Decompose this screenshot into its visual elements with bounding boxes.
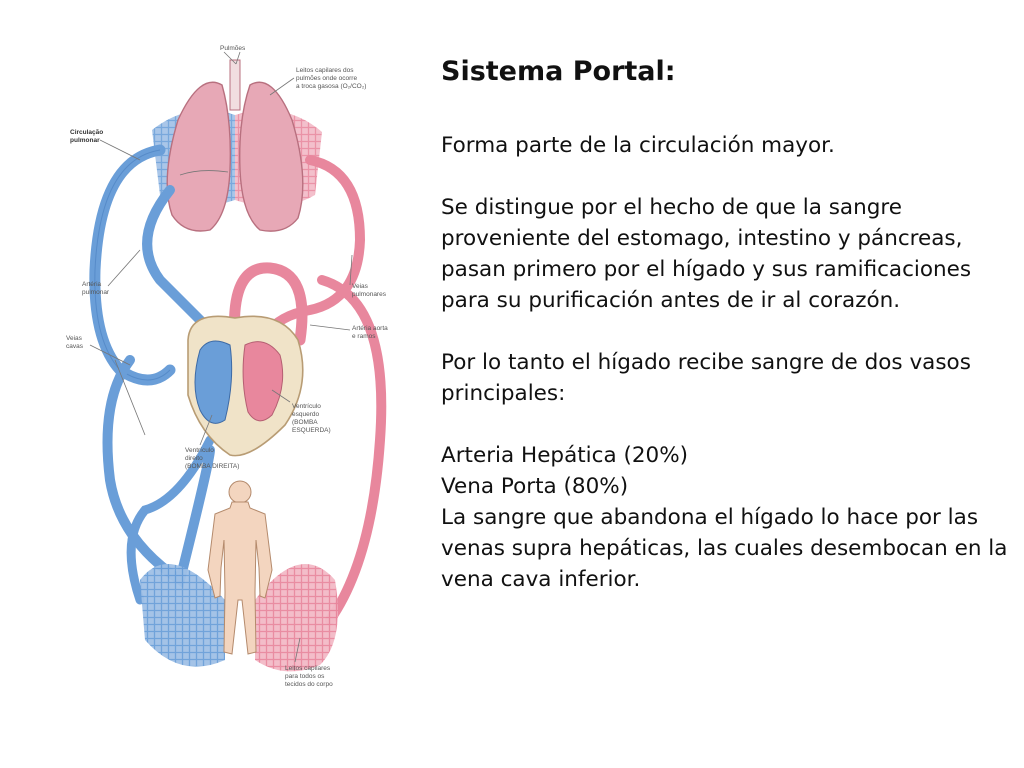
- label-pulmones: Pulmões: [220, 45, 246, 52]
- spacer: [441, 409, 1011, 440]
- label-ventriculo-esquerdo: Ventrículo esquerdo (BOMBA ESQUERDA): [292, 403, 331, 434]
- left-lung: [167, 82, 230, 231]
- intro-paragraph: Forma parte de la circulación mayor.: [441, 133, 835, 158]
- text-panel: [441, 52, 1011, 595]
- right-lung: [240, 82, 303, 231]
- circulation-diagram: [60, 40, 410, 710]
- liver-supply-paragraph: Por lo tanto el hígado recibe sangre de dos vasos principales:: [441, 350, 971, 406]
- label-arteria-aorta: Artéria aorta e ramos: [352, 325, 388, 340]
- label-capilares-pulmones: Leitos capilares dos pulmões onde ocorre a troca gasosa (O₂/CO₂): [296, 67, 367, 90]
- label-arteria-pulmonar: Artéria pulmonar: [82, 281, 110, 296]
- spacer: [441, 161, 1011, 192]
- label-ventriculo-direito: Ventrículo direito (BOMBA DIREITA): [185, 447, 240, 470]
- heart: [188, 316, 303, 455]
- slide-title: Sistema Portal:: [441, 56, 676, 87]
- outflow-paragraph: La sangre que abandona el hígado lo hace por las venas supra hepáticas, las cuales desembocan en la vena cava inferior.: [441, 505, 1008, 592]
- spacer: [441, 316, 1011, 347]
- portal-vein-line: Vena Porta (80%): [441, 474, 629, 499]
- label-circulacao-pulmonar: Circulação pulmonar: [70, 129, 104, 144]
- hepatic-artery-line: Arteria Hepática (20%): [441, 443, 689, 468]
- label-veias-cavas: Veias cavas: [66, 335, 83, 350]
- right-ventricle: [195, 341, 232, 423]
- circulation-diagram-svg: [60, 40, 410, 710]
- label-capilares-corpo: Leitos capilares para todos os tecidos do corpo: [285, 665, 333, 688]
- distinction-paragraph: Se distingue por el hecho de que la sangre proveniente del estomago, intestino y páncreas, pasan primero por el hígado y sus ramificaciones para su purificación antes de ir al corazón.: [441, 195, 972, 313]
- trachea: [230, 60, 240, 110]
- label-veias-pulmonares: Veias pulmonares: [352, 283, 386, 298]
